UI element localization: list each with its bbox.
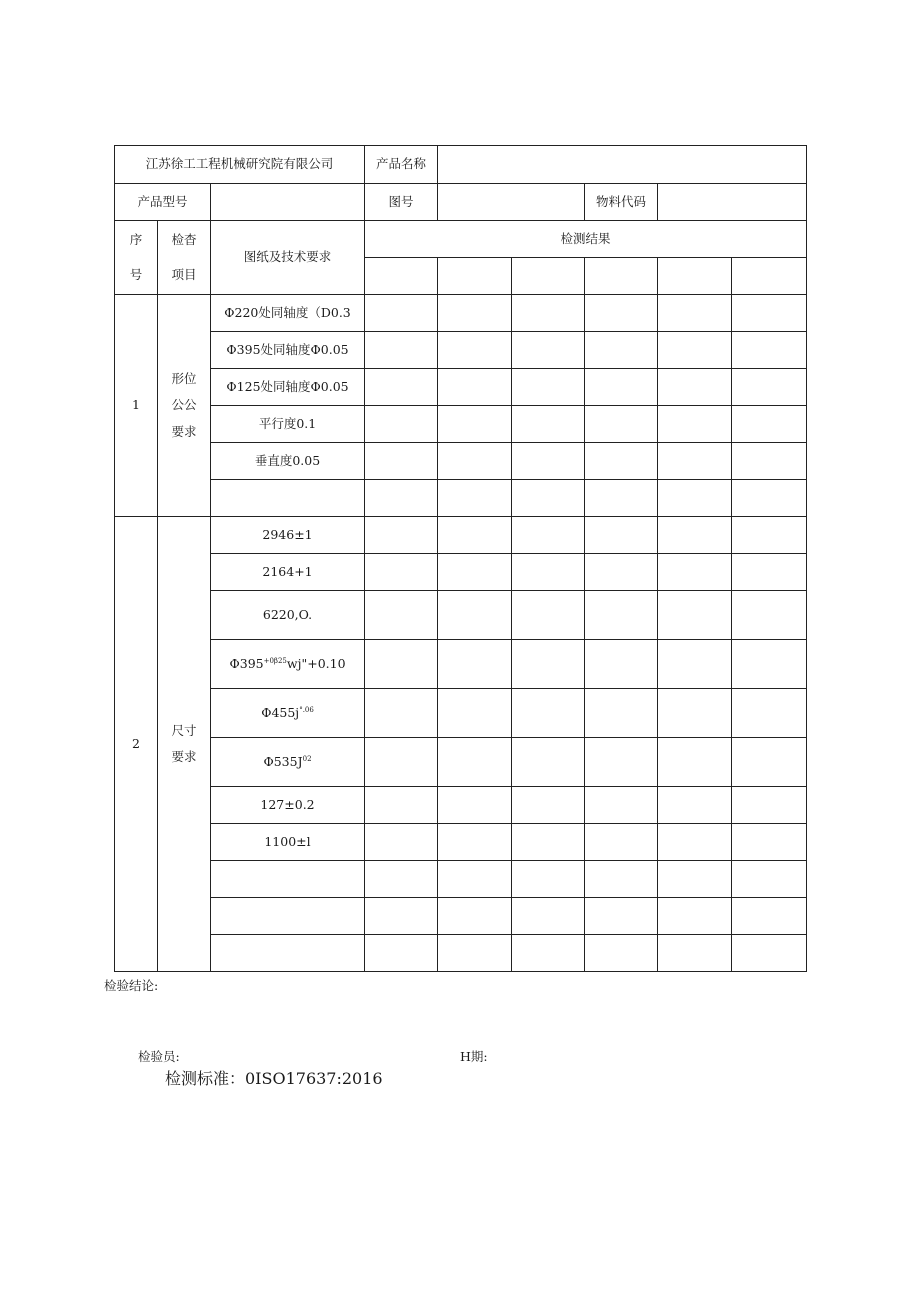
seq-header-top: 序 (129, 232, 143, 247)
result-cell[interactable] (512, 295, 585, 332)
result-cell[interactable] (658, 517, 732, 554)
result-cell[interactable] (732, 640, 807, 689)
category-line: 尺寸 (171, 722, 197, 738)
result-cell[interactable] (365, 332, 438, 369)
result-cell[interactable] (585, 861, 658, 898)
result-cell[interactable] (438, 591, 512, 640)
standard-text: 检测标准：0ISO17637:2016 (165, 1069, 383, 1088)
table-row (115, 861, 807, 898)
result-cell[interactable] (365, 898, 438, 935)
table-row (115, 517, 807, 554)
requirement-cell (211, 517, 365, 554)
result-cell[interactable] (365, 554, 438, 591)
result-cell[interactable] (365, 738, 438, 787)
result-cell[interactable] (365, 406, 438, 443)
result-cell[interactable] (658, 935, 732, 972)
inspection-table (114, 145, 807, 972)
result-cell[interactable] (658, 369, 732, 406)
result-cell[interactable] (512, 787, 585, 824)
table-row (115, 369, 807, 406)
result-cell[interactable] (658, 689, 732, 738)
result-cell[interactable] (585, 406, 658, 443)
result-cell[interactable] (365, 861, 438, 898)
table-row (115, 738, 807, 787)
result-cell[interactable] (732, 295, 807, 332)
result-subheader-cell[interactable] (365, 258, 438, 295)
requirement-cell (211, 824, 365, 861)
inspector-label: 检验员: (138, 1049, 180, 1064)
result-cell[interactable] (512, 554, 585, 591)
product-model-label: 产品型号 (115, 184, 211, 221)
product-name-label: 产品名称 (365, 146, 438, 184)
result-cell[interactable] (365, 295, 438, 332)
result-cell[interactable] (438, 935, 512, 972)
result-cell[interactable] (585, 935, 658, 972)
table-row (115, 443, 807, 480)
result-cell[interactable] (585, 369, 658, 406)
product-model-field[interactable] (211, 184, 365, 221)
table-row (115, 689, 807, 738)
seq-header-bottom: 号 (129, 266, 143, 282)
result-cell[interactable] (365, 689, 438, 738)
result-cell[interactable] (512, 738, 585, 787)
result-cell[interactable] (658, 640, 732, 689)
seq-cell: 2 (115, 517, 158, 972)
result-cell[interactable] (585, 332, 658, 369)
material-code-field[interactable] (658, 184, 807, 221)
result-cell[interactable] (365, 935, 438, 972)
result-cell[interactable] (585, 517, 658, 554)
table-row (115, 640, 807, 689)
result-cell[interactable] (438, 517, 512, 554)
result-cell[interactable] (585, 480, 658, 517)
item-header-bottom: 项目 (171, 266, 197, 282)
seq-cell: 1 (115, 295, 158, 517)
requirement-text: Φ395处同轴度Φ0.05 (226, 341, 349, 357)
table-row (115, 332, 807, 369)
category-line: 要求 (171, 423, 197, 439)
requirement-text: 2946±1 (262, 526, 313, 542)
result-cell[interactable] (512, 406, 585, 443)
result-cell[interactable] (438, 689, 512, 738)
result-cell[interactable] (365, 787, 438, 824)
result-cell[interactable] (438, 406, 512, 443)
drawing-no-label: 图号 (365, 184, 438, 221)
result-cell[interactable] (658, 591, 732, 640)
result-cell[interactable] (512, 480, 585, 517)
result-cell[interactable] (512, 861, 585, 898)
table-row (115, 824, 807, 861)
seq-column-header (115, 221, 158, 295)
requirement-text: 2164+1 (262, 563, 313, 579)
requirement-cell (211, 332, 365, 369)
requirement-cell (211, 861, 365, 898)
result-cell[interactable] (585, 295, 658, 332)
result-cell[interactable] (365, 591, 438, 640)
tolerance-superscript: +0β25 (263, 656, 287, 665)
result-cell[interactable] (438, 332, 512, 369)
result-cell[interactable] (365, 443, 438, 480)
requirement-cell (211, 689, 365, 738)
result-cell[interactable] (438, 824, 512, 861)
result-cell[interactable] (585, 738, 658, 787)
table-row (115, 406, 807, 443)
result-cell[interactable] (512, 591, 585, 640)
result-cell[interactable] (732, 738, 807, 787)
requirement-text: Φ125处同轴度Φ0.05 (226, 378, 349, 394)
table-row (115, 295, 807, 332)
result-cell[interactable] (658, 480, 732, 517)
result-cell[interactable] (512, 935, 585, 972)
result-cell[interactable] (732, 824, 807, 861)
result-cell[interactable] (732, 480, 807, 517)
result-cell[interactable] (732, 443, 807, 480)
requirement-text: 1100±l (264, 833, 311, 849)
table-row (115, 787, 807, 824)
requirement-cell (211, 935, 365, 972)
result-cell[interactable] (732, 406, 807, 443)
result-cell[interactable] (658, 898, 732, 935)
result-cell[interactable] (585, 443, 658, 480)
requirement-text: 6220,O. (262, 606, 313, 622)
material-code-label: 物料代码 (585, 184, 658, 221)
table-row (115, 591, 807, 640)
tolerance-superscript: °.06 (299, 705, 314, 714)
result-cell[interactable] (732, 787, 807, 824)
result-cell[interactable] (438, 640, 512, 689)
result-cell[interactable] (732, 554, 807, 591)
result-cell[interactable] (438, 295, 512, 332)
result-cell[interactable] (365, 824, 438, 861)
result-cell[interactable] (512, 898, 585, 935)
results-column-header: 检测结果 (365, 221, 807, 258)
category-cell (158, 517, 211, 972)
result-subheader-cell[interactable] (512, 258, 585, 295)
result-cell[interactable] (512, 332, 585, 369)
result-cell[interactable] (512, 369, 585, 406)
requirement-cell (211, 738, 365, 787)
result-cell[interactable] (585, 689, 658, 738)
result-cell[interactable] (658, 443, 732, 480)
category-line: 形位 (171, 370, 197, 386)
requirement-text: Φ395 (229, 655, 264, 671)
result-cell[interactable] (365, 640, 438, 689)
tolerance-superscript: 02 (302, 754, 312, 763)
result-cell[interactable] (438, 443, 512, 480)
item-column-header (158, 221, 211, 295)
requirement-cell (211, 406, 365, 443)
result-cell[interactable] (585, 591, 658, 640)
requirement-column-header: 图纸及技术要求 (211, 221, 365, 295)
result-cell[interactable] (438, 738, 512, 787)
requirement-cell (211, 480, 365, 517)
result-cell[interactable] (512, 689, 585, 738)
result-cell[interactable] (658, 406, 732, 443)
result-cell[interactable] (732, 935, 807, 972)
requirement-text: 平行度0.1 (258, 415, 317, 431)
result-cell[interactable] (658, 554, 732, 591)
result-cell[interactable] (658, 861, 732, 898)
drawing-no-field[interactable] (438, 184, 585, 221)
requirement-cell (211, 640, 365, 689)
result-cell[interactable] (732, 517, 807, 554)
result-cell[interactable] (512, 443, 585, 480)
result-cell[interactable] (585, 824, 658, 861)
requirement-cell (211, 787, 365, 824)
result-cell[interactable] (658, 787, 732, 824)
requirement-text: 127±0.2 (260, 796, 315, 812)
table-row (115, 554, 807, 591)
requirement-text: Φ455j (261, 704, 300, 720)
result-cell[interactable] (365, 369, 438, 406)
result-subheader-cell[interactable] (732, 258, 807, 295)
conclusion-label: 检验结论: (104, 978, 159, 993)
result-cell[interactable] (658, 332, 732, 369)
company-name: 江苏徐工工程机械研究院有限公司 (115, 146, 365, 184)
requirement-text: Φ535J (263, 753, 303, 769)
result-cell[interactable] (365, 480, 438, 517)
result-cell[interactable] (585, 640, 658, 689)
result-cell[interactable] (732, 591, 807, 640)
result-cell[interactable] (732, 898, 807, 935)
requirement-text: Φ220处同轴度（D0.3 (224, 304, 351, 320)
result-cell[interactable] (438, 861, 512, 898)
result-cell[interactable] (585, 554, 658, 591)
requirement-cell (211, 443, 365, 480)
result-cell[interactable] (732, 369, 807, 406)
table-row (115, 480, 807, 517)
requirement-cell (211, 898, 365, 935)
result-subheader-cell[interactable] (438, 258, 512, 295)
result-cell[interactable] (585, 898, 658, 935)
requirement-cell (211, 591, 365, 640)
result-cell[interactable] (512, 640, 585, 689)
item-header-top: 检杳 (171, 232, 197, 247)
result-cell[interactable] (438, 554, 512, 591)
date-label: H期: (460, 1049, 488, 1064)
result-cell[interactable] (365, 517, 438, 554)
result-cell[interactable] (732, 861, 807, 898)
result-cell[interactable] (585, 787, 658, 824)
category-line: 公公 (171, 397, 197, 413)
table-row (115, 935, 807, 972)
result-cell[interactable] (658, 295, 732, 332)
requirement-text: 垂直度0.05 (254, 452, 321, 468)
result-cell[interactable] (512, 517, 585, 554)
result-cell[interactable] (438, 369, 512, 406)
product-name-field[interactable] (438, 146, 807, 184)
table-row (115, 898, 807, 935)
requirement-cell (211, 554, 365, 591)
result-cell[interactable] (438, 898, 512, 935)
result-cell[interactable] (438, 787, 512, 824)
requirement-cell (211, 369, 365, 406)
result-cell[interactable] (512, 824, 585, 861)
requirement-cell (211, 295, 365, 332)
result-cell[interactable] (438, 480, 512, 517)
result-cell[interactable] (658, 738, 732, 787)
result-subheader-cell[interactable] (658, 258, 732, 295)
category-line: 要求 (171, 749, 197, 764)
category-cell (158, 295, 211, 517)
result-cell[interactable] (658, 824, 732, 861)
result-subheader-cell[interactable] (585, 258, 658, 295)
requirement-tail: wj"+0.10 (286, 655, 346, 671)
result-cell[interactable] (732, 689, 807, 738)
result-cell[interactable] (732, 332, 807, 369)
